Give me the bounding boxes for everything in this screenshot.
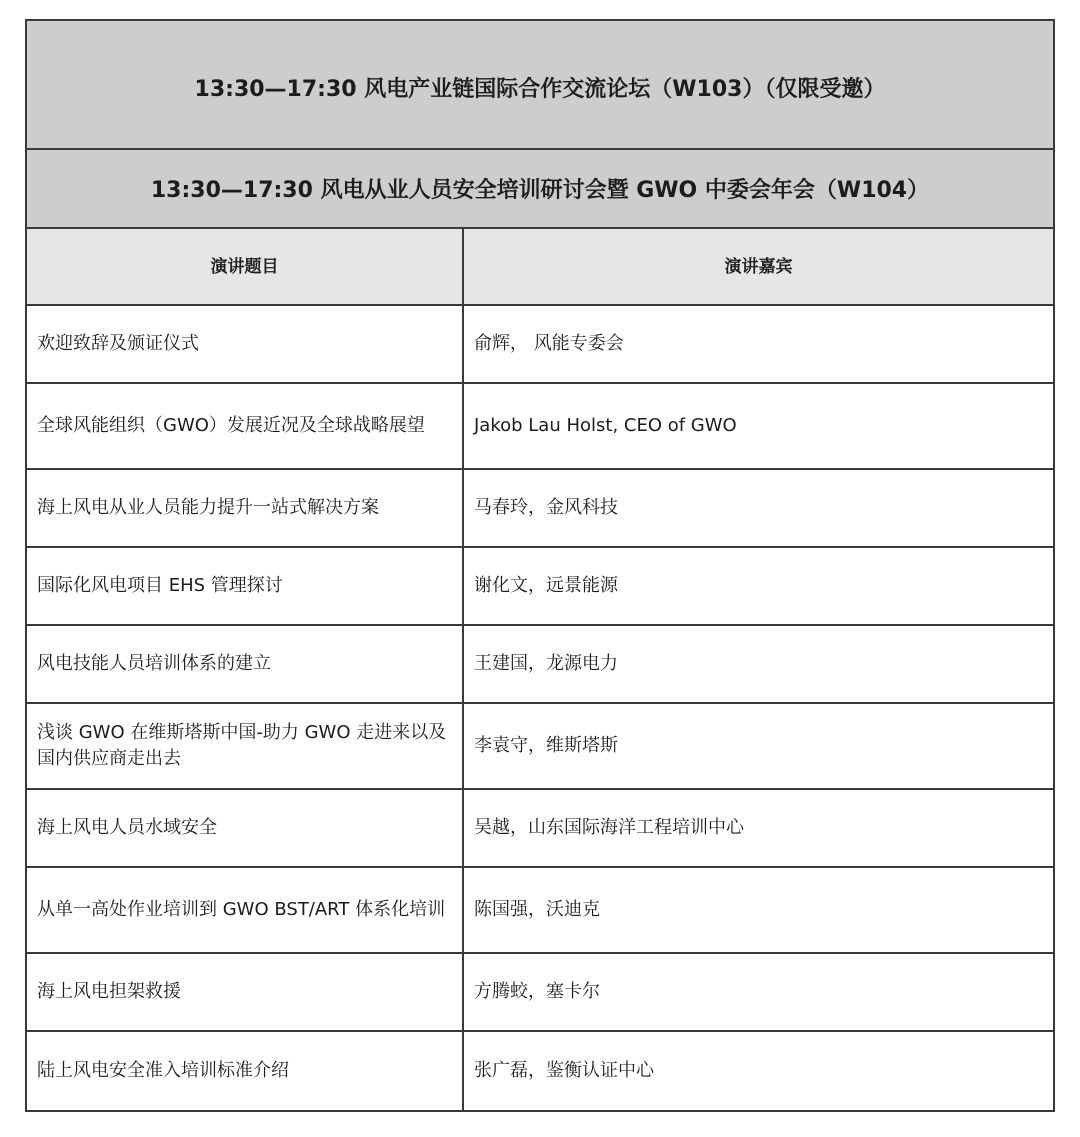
table-row [27,1032,1053,1110]
speaker-cell: 吴越，山东国际海洋工程培训中心 [474,817,744,838]
column-header-speaker: 演讲嘉宾 [724,256,793,277]
table-row [27,384,1053,470]
session-title: 13:30—17:30 风电从业人员安全培训研讨会暨 GWO 中委会年会（W104） [150,178,930,203]
topic-cell: 从单一高处作业培训到 GWO BST/ART 体系化培训 [27,868,464,952]
topic-cell: 海上风电担架救援 [27,954,464,1030]
speaker-cell: 谢化文，远景能源 [474,575,618,596]
speaker-cell: 俞辉， 风能专委会 [474,333,624,354]
speaker-cell: 王建国，龙源电力 [474,653,618,674]
speaker-cell: Jakob Lau Holst, CEO of GWO [474,415,737,436]
speaker-cell: 张广磊，鉴衡认证中心 [474,1060,654,1081]
table-row [27,704,1053,790]
session-title: 13:30—17:30 风电产业链国际合作交流论坛（W103）（仅限受邀） [194,77,886,102]
speaker-cell: 李袁守，维斯塔斯 [474,735,618,756]
table-row [27,548,1053,626]
column-header-topic: 演讲题目 [27,229,464,304]
table-row [27,306,1053,384]
table-row [27,626,1053,704]
table-row [27,954,1053,1032]
table-header [27,229,1053,306]
topic-cell: 陆上风电安全准入培训标准介绍 [27,1032,464,1110]
topic-cell: 海上风电人员水域安全 [27,790,464,866]
topic-cell: 全球风能组织（GWO）发展近况及全球战略展望 [27,384,464,468]
speaker-cell: 马春玲，金风科技 [474,497,618,518]
table-row [27,790,1053,868]
session-banner-w104 [27,150,1053,229]
speaker-cell: 陈国强，沃迪克 [474,899,600,920]
speaker-cell: 方腾蛟，塞卡尔 [474,981,600,1002]
topic-cell: 海上风电从业人员能力提升一站式解决方案 [27,470,464,546]
session-banner-w103 [27,21,1053,150]
schedule-table [25,19,1055,1112]
topic-cell: 风电技能人员培训体系的建立 [27,626,464,702]
topic-cell: 浅谈 GWO 在维斯塔斯中国-助力 GWO 走进来以及国内供应商走出去 [27,704,464,788]
table-row [27,868,1053,954]
topic-cell: 欢迎致辞及颁证仪式 [27,306,464,382]
table-row [27,470,1053,548]
topic-cell: 国际化风电项目 EHS 管理探讨 [27,548,464,624]
